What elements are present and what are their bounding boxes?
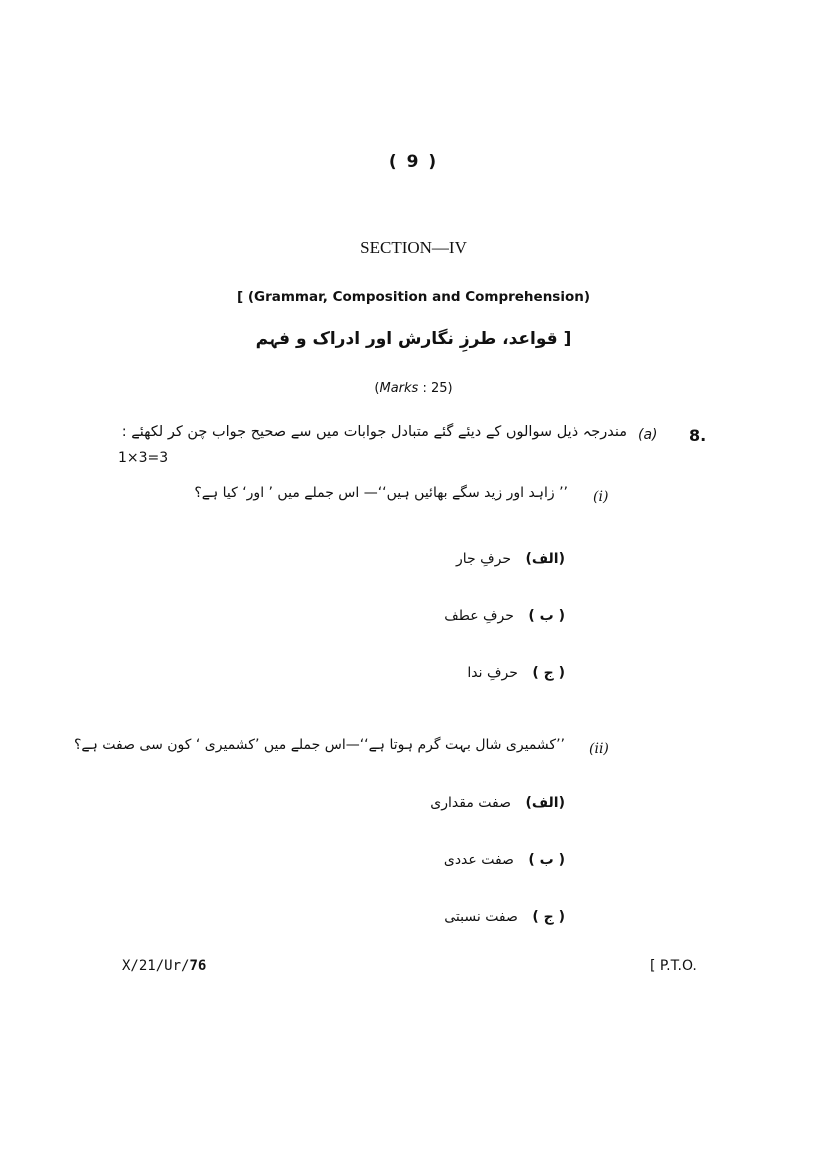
option-label: (الف): [525, 551, 565, 567]
option-label: ( ج ): [532, 909, 565, 925]
page-number: ( 9 ): [388, 152, 439, 172]
marks-open: (: [374, 381, 380, 396]
option-1-c: [467, 665, 565, 681]
subquestion-1-number: (i): [593, 489, 609, 505]
section-subtitle-urdu: [ قواعد، طرزِ نگارش اور ادراک و فہم: [255, 329, 572, 349]
question-number: 8.: [689, 426, 707, 445]
option-1-a: [456, 551, 565, 567]
option-text: حرفِ ندا: [467, 665, 518, 681]
option-text: حرفِ جار: [455, 551, 512, 567]
question-instruction: مندرجہ ذیل سوالوں کے دیئے گئے متبادل جوابات میں سے صحیح جواب چن کر لکھئے :: [121, 424, 627, 440]
option-text: صفت عددی: [443, 852, 514, 868]
option-2-c: [444, 909, 565, 925]
option-2-b: [444, 852, 565, 868]
subquestion-1-text: ’’ زاہد اور زید سگے بھائیں ہیں‘‘— اس جملے میں ’ اور‘ کیا ہے؟: [194, 485, 568, 501]
marks-value: : 25): [418, 381, 453, 396]
pto-note: [ P.T.O.: [650, 958, 697, 974]
option-label: ( ج ): [532, 665, 565, 681]
section-marks: [0, 381, 827, 396]
section-subtitle: [ (Grammar, Composition and Comprehension): [236, 289, 591, 305]
option-text: صفت نسبتی: [444, 909, 518, 925]
option-label: ( ب ): [528, 608, 565, 624]
option-label: ( ب ): [528, 852, 565, 868]
paper-code-number: 76: [189, 958, 207, 974]
subquestion-2-text: ’’کشمیری شال بہت گرم ہوتا ہے‘‘—اس جملے میں ’کشمیری ‘ کون سی صفت ہے؟: [73, 737, 565, 753]
paper-code-prefix: X/21/Ur/: [122, 958, 190, 974]
subquestion-2-number: (ii): [589, 741, 609, 757]
marks-label: Marks: [379, 381, 419, 396]
question-marks-note: 1×3=3: [118, 450, 169, 466]
option-text: حرفِ عطف: [444, 608, 514, 624]
option-text: صفت مقداری: [430, 795, 512, 811]
paper-code: [122, 958, 206, 974]
option-label: (الف): [525, 795, 565, 811]
option-1-b: [444, 608, 565, 624]
section-heading: SECTION—IV: [360, 238, 467, 257]
option-2-a: [430, 795, 565, 811]
question-part: (a): [638, 427, 658, 443]
